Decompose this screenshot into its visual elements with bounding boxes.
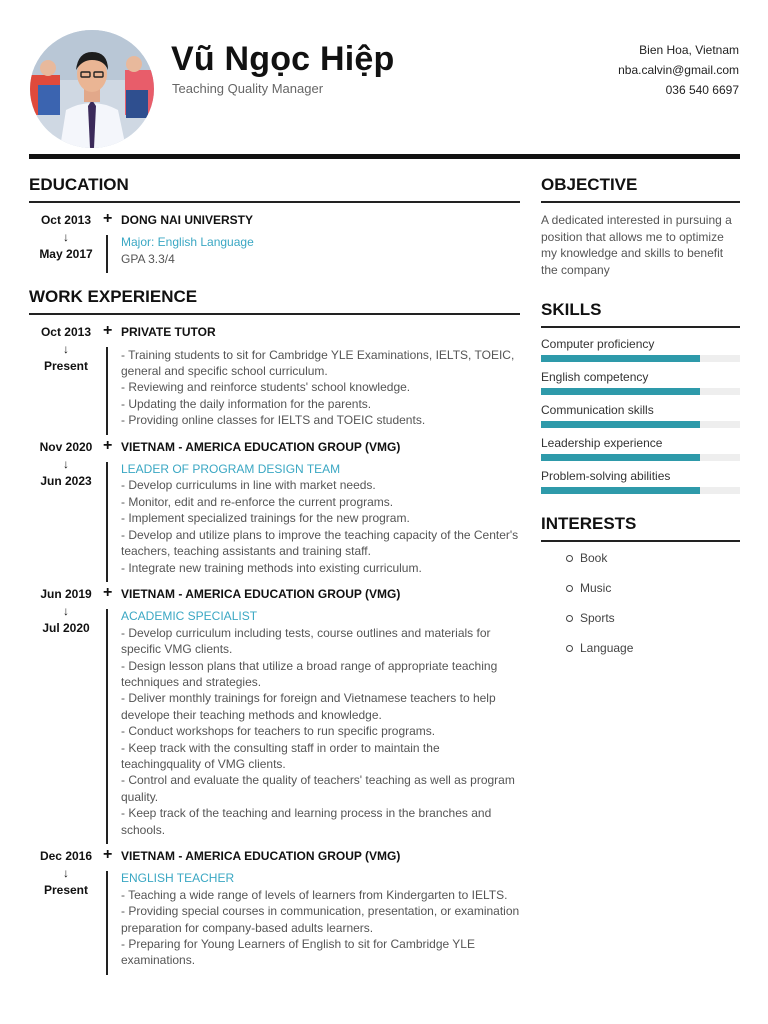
interests-heading: INTERESTS [541, 514, 740, 542]
role-title: Major: English Language [121, 235, 254, 250]
skill-label: Leadership experience [541, 436, 663, 450]
skill-bar [541, 454, 740, 461]
timeline-rail [103, 848, 121, 975]
start-date: Oct 2013 [40, 325, 92, 340]
work-heading: WORK EXPERIENCE [29, 287, 520, 315]
arrow-down-icon: ↓ [63, 456, 69, 471]
arrow-down-icon: ↓ [63, 866, 69, 880]
skill-item [541, 370, 740, 395]
arrow-down-icon: ↓ [63, 342, 69, 357]
skill-bar [541, 388, 740, 395]
entry-content [121, 848, 520, 975]
timeline-line [106, 462, 108, 582]
skill-fill [541, 388, 700, 395]
main-column [29, 175, 520, 979]
entry-detail: - Keep track of the teaching and learning process in the branches and schools. [121, 806, 492, 837]
entry-detail: - Teaching a wide range of levels of learners from Kindergarten to IELTS. [121, 887, 508, 902]
timeline-entry [29, 436, 520, 582]
entry-detail: - Design lesson plans that utilize a broad range of appropriate teaching techniques and strategies. [121, 658, 498, 689]
interest-item: Language [566, 641, 740, 671]
entry-detail: - Reviewing and reinforce students' school knowledge. [121, 380, 411, 395]
entry-dates [29, 586, 103, 844]
entry-content [121, 212, 520, 273]
location-text: Bien Hoa, Vietnam [639, 43, 739, 57]
objective-text: A dedicated interested in pursuing a position that allows me to optimize my knowledge and skills to benefit the company [541, 213, 732, 277]
skill-label: English competency [541, 370, 649, 384]
header-divider [29, 154, 740, 159]
timeline-line [106, 347, 108, 434]
skill-item [541, 403, 740, 428]
skill-label: Communication skills [541, 403, 654, 417]
organization-name: VIETNAM - AMERICA EDUCATION GROUP (VMG) [121, 586, 401, 601]
timeline-rail [103, 324, 121, 434]
organization-name: PRIVATE TUTOR [121, 325, 216, 340]
entry-dates [29, 439, 103, 582]
entry-dates [29, 212, 103, 273]
plus-icon: + [103, 436, 113, 454]
timeline-line [106, 609, 108, 844]
entry-detail: - Implement specialized trainings for the new program. [121, 511, 410, 526]
entry-content [121, 324, 520, 434]
interests-list [541, 551, 740, 671]
organization-name: DONG NAI UNIVERSTY [121, 213, 254, 227]
start-date: Nov 2020 [39, 439, 93, 454]
entry-content [121, 586, 520, 844]
profile-photo [30, 30, 154, 148]
end-date: Present [43, 359, 89, 374]
entry-dates [29, 848, 103, 975]
skill-bar [541, 487, 740, 494]
skill-label: Computer proficiency [541, 337, 655, 351]
timeline-entry [29, 583, 520, 844]
skill-fill [541, 421, 700, 428]
entry-detail: - Providing special courses in communication, presentation, or examination preparation for company-based adults learners. [121, 904, 520, 935]
end-date: Jun 2023 [40, 473, 92, 488]
interest-item: Music [566, 581, 740, 611]
phone-text: 036 540 6697 [665, 83, 739, 97]
skill-bar [541, 421, 740, 428]
objective-heading: OBJECTIVE [541, 175, 740, 203]
skill-fill [541, 355, 700, 362]
arrow-down-icon: ↓ [63, 603, 69, 618]
contact-info [618, 40, 739, 100]
entry-detail: - Updating the daily information for the parents. [121, 396, 372, 411]
skill-item [541, 469, 740, 494]
skill-label: Problem-solving abilities [541, 469, 671, 483]
entry-detail: - Preparing for Young Learners of English to sit for Cambridge YLE examinations. [121, 937, 475, 968]
timeline-rail [103, 583, 121, 844]
start-date: Jun 2019 [40, 586, 92, 601]
skill-fill [541, 487, 700, 494]
education-heading: EDUCATION [29, 175, 520, 203]
work-experience-list [29, 324, 520, 975]
timeline-rail [103, 212, 121, 273]
timeline-entry [29, 212, 520, 273]
job-title: Teaching Quality Manager [172, 81, 324, 96]
skill-item [541, 436, 740, 461]
skill-fill [541, 454, 700, 461]
organization-name: VIETNAM - AMERICA EDUCATION GROUP (VMG) [121, 849, 401, 863]
plus-icon: + [103, 583, 113, 601]
entry-detail: - Conduct workshops for teachers to run specific programs. [121, 724, 436, 739]
start-date: Dec 2016 [39, 849, 93, 863]
plus-icon: + [103, 846, 113, 863]
education-list [29, 212, 520, 273]
side-column [541, 175, 740, 671]
entry-content [121, 439, 520, 582]
email-text: nba.calvin@gmail.com [618, 63, 739, 77]
interest-item: Sports [566, 611, 740, 641]
timeline-line [106, 871, 108, 975]
timeline-line [106, 235, 108, 273]
person-photo-icon [30, 30, 154, 148]
timeline-entry [29, 848, 520, 975]
role-title: LEADER OF PROGRAM DESIGN TEAM [121, 462, 341, 477]
end-date: Present [43, 883, 89, 897]
entry-dates [29, 324, 103, 434]
plus-icon: + [103, 210, 113, 227]
plus-icon: + [103, 322, 113, 340]
skills-list [541, 337, 740, 494]
timeline-entry [29, 324, 520, 434]
entry-detail: - Develop and utilize plans to improve the teaching capacity of the Center's teachers, teaching assistants and training staff. [121, 527, 519, 559]
start-date: Oct 2013 [40, 213, 92, 227]
entry-detail: - Develop curriculums in line with market needs. [121, 478, 376, 493]
skill-item [541, 337, 740, 362]
skill-bar [541, 355, 740, 362]
interest-item: Book [566, 551, 740, 581]
entry-detail: - Control and evaluate the quality of teachers' teaching as well as program quality. [121, 773, 515, 804]
arrow-down-icon: ↓ [63, 230, 69, 244]
entry-detail: - Develop curriculum including tests, course outlines and materials for specific VMG clients. [121, 625, 491, 657]
timeline-rail [103, 436, 121, 582]
entry-detail: - Monitor, edit and re-enforce the current programs. [121, 494, 394, 509]
candidate-name: Vũ Ngọc Hiệp [171, 40, 395, 78]
entry-detail: - Integrate new training methods into existing curriculum. [121, 560, 422, 575]
organization-name: VIETNAM - AMERICA EDUCATION GROUP (VMG) [121, 439, 401, 454]
entry-detail: - Deliver monthly trainings for foreign and Vietnamese teachers to help develope their teaching methods and knowledge. [121, 691, 496, 722]
skills-heading: SKILLS [541, 300, 740, 328]
entry-detail: - Training students to sit for Cambridge YLE Examinations, IELTS, TOEIC, general and specific school curriculum. [121, 347, 515, 379]
role-title: ENGLISH TEACHER [121, 871, 235, 886]
end-date: Jul 2020 [42, 620, 90, 635]
entry-detail: - Providing online classes for IELTS and TOEIC students. [121, 413, 426, 428]
entry-detail: GPA 3.3/4 [121, 251, 175, 266]
entry-detail: - Keep track with the consulting staff in order to maintain the teachingquality of VMG clients. [121, 740, 440, 771]
end-date: May 2017 [39, 247, 93, 261]
role-title: ACADEMIC SPECIALIST [121, 609, 258, 624]
